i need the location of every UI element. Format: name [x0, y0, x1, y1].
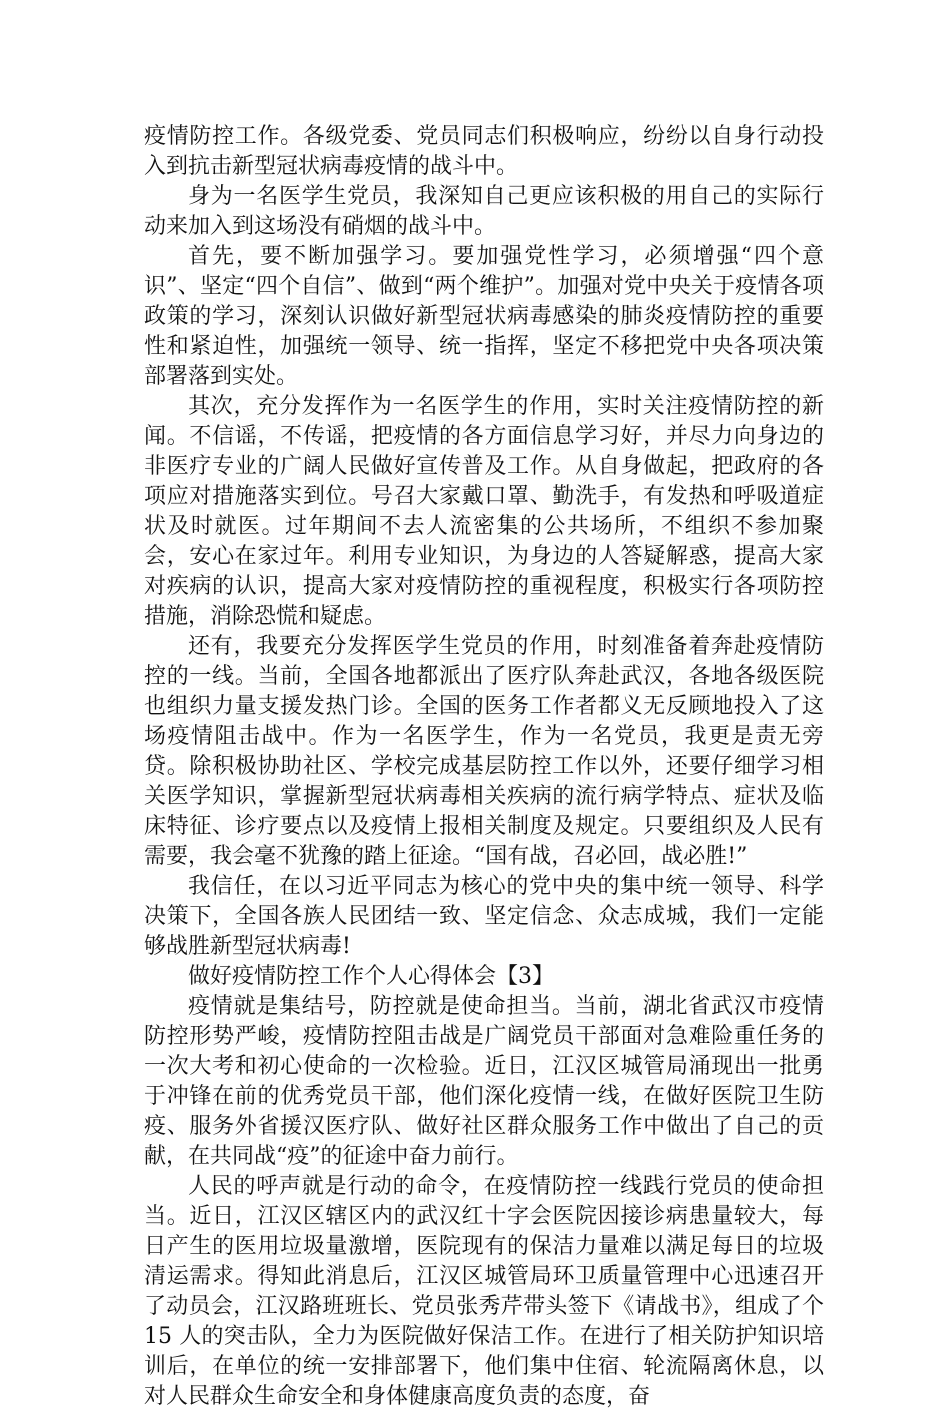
paragraph-continuation: 疫情防控工作。各级党委、党员同志们积极响应，纷纷以自身行动投入到抗击新型冠状病毒疫情的战斗中。: [144, 124, 824, 179]
paragraph: 疫情就是集结号，防控就是使命担当。当前，湖北省武汉市疫情防控形势严峻，疫情防控阻击战是广阔党员干部面对急难险重任务的一次大考和初心使命的一次检验。近日，江汉区城管局涌现出一批勇于冲锋在前的优秀党员干部，他们深化疫情一线，在做好医院卫生防疫、服务外省援汉医疗队、做好社区群众服务工作中做出了自己的贡献，在共同战“疫”的征途中奋力前行。: [144, 994, 824, 1169]
paragraph: 首先，要不断加强学习。要加强党性学习，必须增强“四个意识”、坚定“四个自信”、做到“两个维护”。加强对党中央关于疫情各项政策的学习，深刻认识做好新型冠状病毒感染的肺炎疫情防控的重要性和紧迫性，加强统一领导、统一指挥，坚定不移把党中央各项决策部署落到实处。: [144, 244, 824, 389]
paragraph: 还有，我要充分发挥医学生党员的作用，时刻准备着奔赴疫情防控的一线。当前，全国各地都派出了医疗队奔赴武汉，各地各级医院也组织力量支援发热门诊。全国的医务工作者都义无反顾地投入了这场疫情阻击战中。作为一名医学生，作为一名党员，我更是责无旁贷。除积极协助社区、学校完成基层防控工作以外，还要仔细学习相关医学知识，掌握新型冠状病毒相关疾病的流行病学特点、症状及临床特征、诊疗要点以及疫情上报相关制度及规定。只要组织及人民有需要，我会毫不犹豫的踏上征途。“国有战，召必回，战必胜!”: [144, 634, 824, 869]
paragraph: 人民的呼声就是行动的命令，在疫情防控一线践行党员的使命担当。近日，江汉区辖区内的武汉红十字会医院因接诊病患量较大，每日产生的医用垃圾量激增，医院现有的保洁力量难以满足每日的垃圾清运需求。得知此消息后，江汉区城管局环卫质量管理中心迅速召开了动员会，江汉路班班长、党员张秀芹带头签下《请战书》，组成了个 15 人的突击队，全力为医院做好保洁工作。在进行了相关防护知识培训后，在单位的统一安排部署下，他们集中住宿、轮流隔离休息，以对人民群众生命安全和身体健康高度负责的态度，奋: [144, 1174, 824, 1409]
paragraph: 其次，充分发挥作为一名医学生的作用，实时关注疫情防控的新闻。不信谣，不传谣，把疫情的各方面信息学习好，并尽力向身边的非医疗专业的广阔人民做好宣传普及工作。从自身做起，把政府的各项应对措施落实到位。号召大家戴口罩、勤洗手，有发热和呼吸道症状及时就医。过年期间不去人流密集的公共场所，不组织不参加聚会，安心在家过年。利用专业知识，为身边的人答疑解惑，提高大家对疾病的认识，提高大家对疫情防控的重视程度，积极实行各项防控措施，消除恐慌和疑虑。: [144, 394, 824, 629]
paragraph: 我信任，在以习近平同志为核心的党中央的集中统一领导、科学决策下，全国各族人民团结一致、坚定信念、众志成城，我们一定能够战胜新型冠状病毒!: [144, 874, 824, 959]
section-heading: 做好疫情防控工作个人心得体会【3】: [188, 964, 554, 989]
paragraph: 身为一名医学生党员，我深知自己更应该积极的用自己的实际行动来加入到这场没有硝烟的战斗中。: [144, 184, 824, 239]
document-body: [144, 122, 824, 1412]
